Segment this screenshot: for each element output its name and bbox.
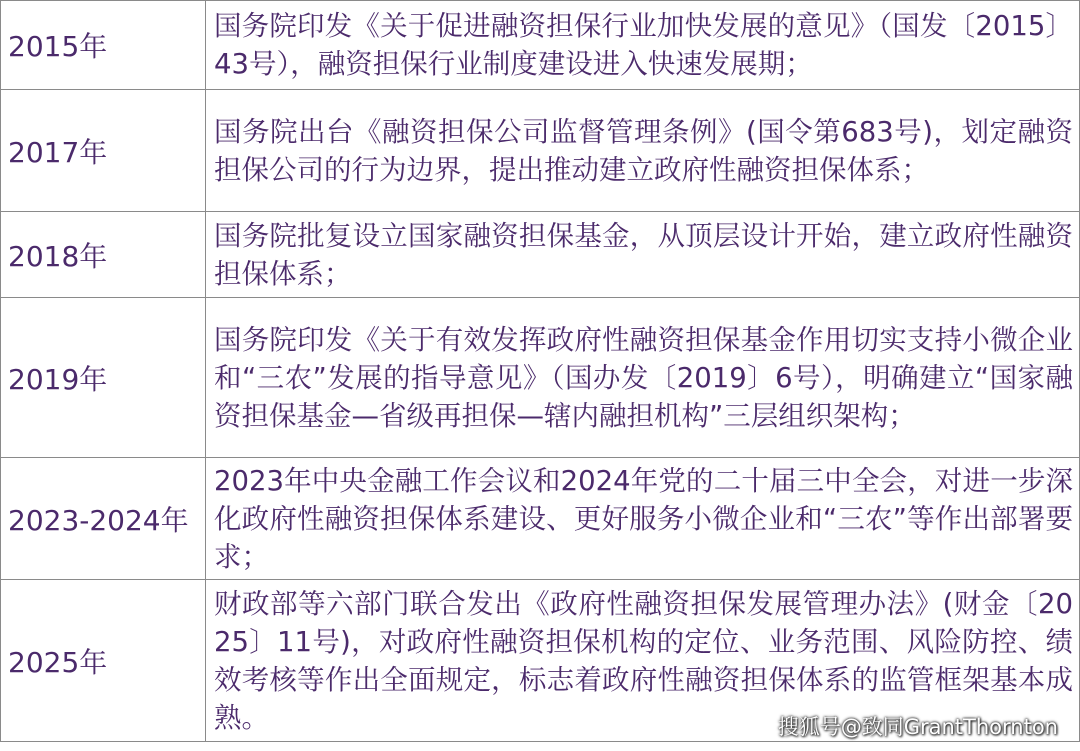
description-cell: 国务院印发《关于有效发挥政府性融资担保基金作用切实支持小微企业和“三农”发展的指导意见》（国办发〔2019〕6号），明确建立“国家融资担保基金—省级再担保—辖内融担机构”三层组织架构；	[206, 298, 1080, 458]
watermark: 搜狐号@致同GrantThornton	[777, 715, 1058, 739]
table-row	[1, 1, 1080, 90]
table-row	[1, 458, 1080, 580]
description-cell: 2023年中央金融工作会议和2024年党的二十届三中全会，对进一步深化政府性融资担保体系建设、更好服务小微企业和“三农”等作出部署要求；	[206, 458, 1080, 580]
year-cell: 2019年	[1, 298, 206, 458]
description-cell: 国务院出台《融资担保公司监督管理条例》(国令第683号)，划定融资担保公司的行为边界，提出推动建立政府性融资担保体系；	[206, 90, 1080, 212]
description-cell: 国务院批复设立国家融资担保基金，从顶层设计开始，建立政府性融资担保体系；	[206, 212, 1080, 298]
description-cell: 国务院印发《关于促进融资担保行业加快发展的意见》（国发〔2015〕43号），融资担保行业制度建设进入快速发展期；	[206, 1, 1080, 90]
year-cell: 2015年	[1, 1, 206, 90]
year-cell: 2023-2024年	[1, 458, 206, 580]
year-cell: 2018年	[1, 212, 206, 298]
description-cell: 财政部等六部门联合发出《政府性融资担保发展管理办法》(财金〔2025〕11号)，对政府性融资担保机构的定位、业务范围、风险防控、绩效考核等作出全面规定，标志着政府性融资担保体系的监管框架基本成熟。	[206, 580, 1080, 742]
year-cell: 2017年	[1, 90, 206, 212]
table-row	[1, 298, 1080, 458]
table-row	[1, 212, 1080, 298]
year-cell: 2025年	[1, 580, 206, 742]
table-row	[1, 90, 1080, 212]
